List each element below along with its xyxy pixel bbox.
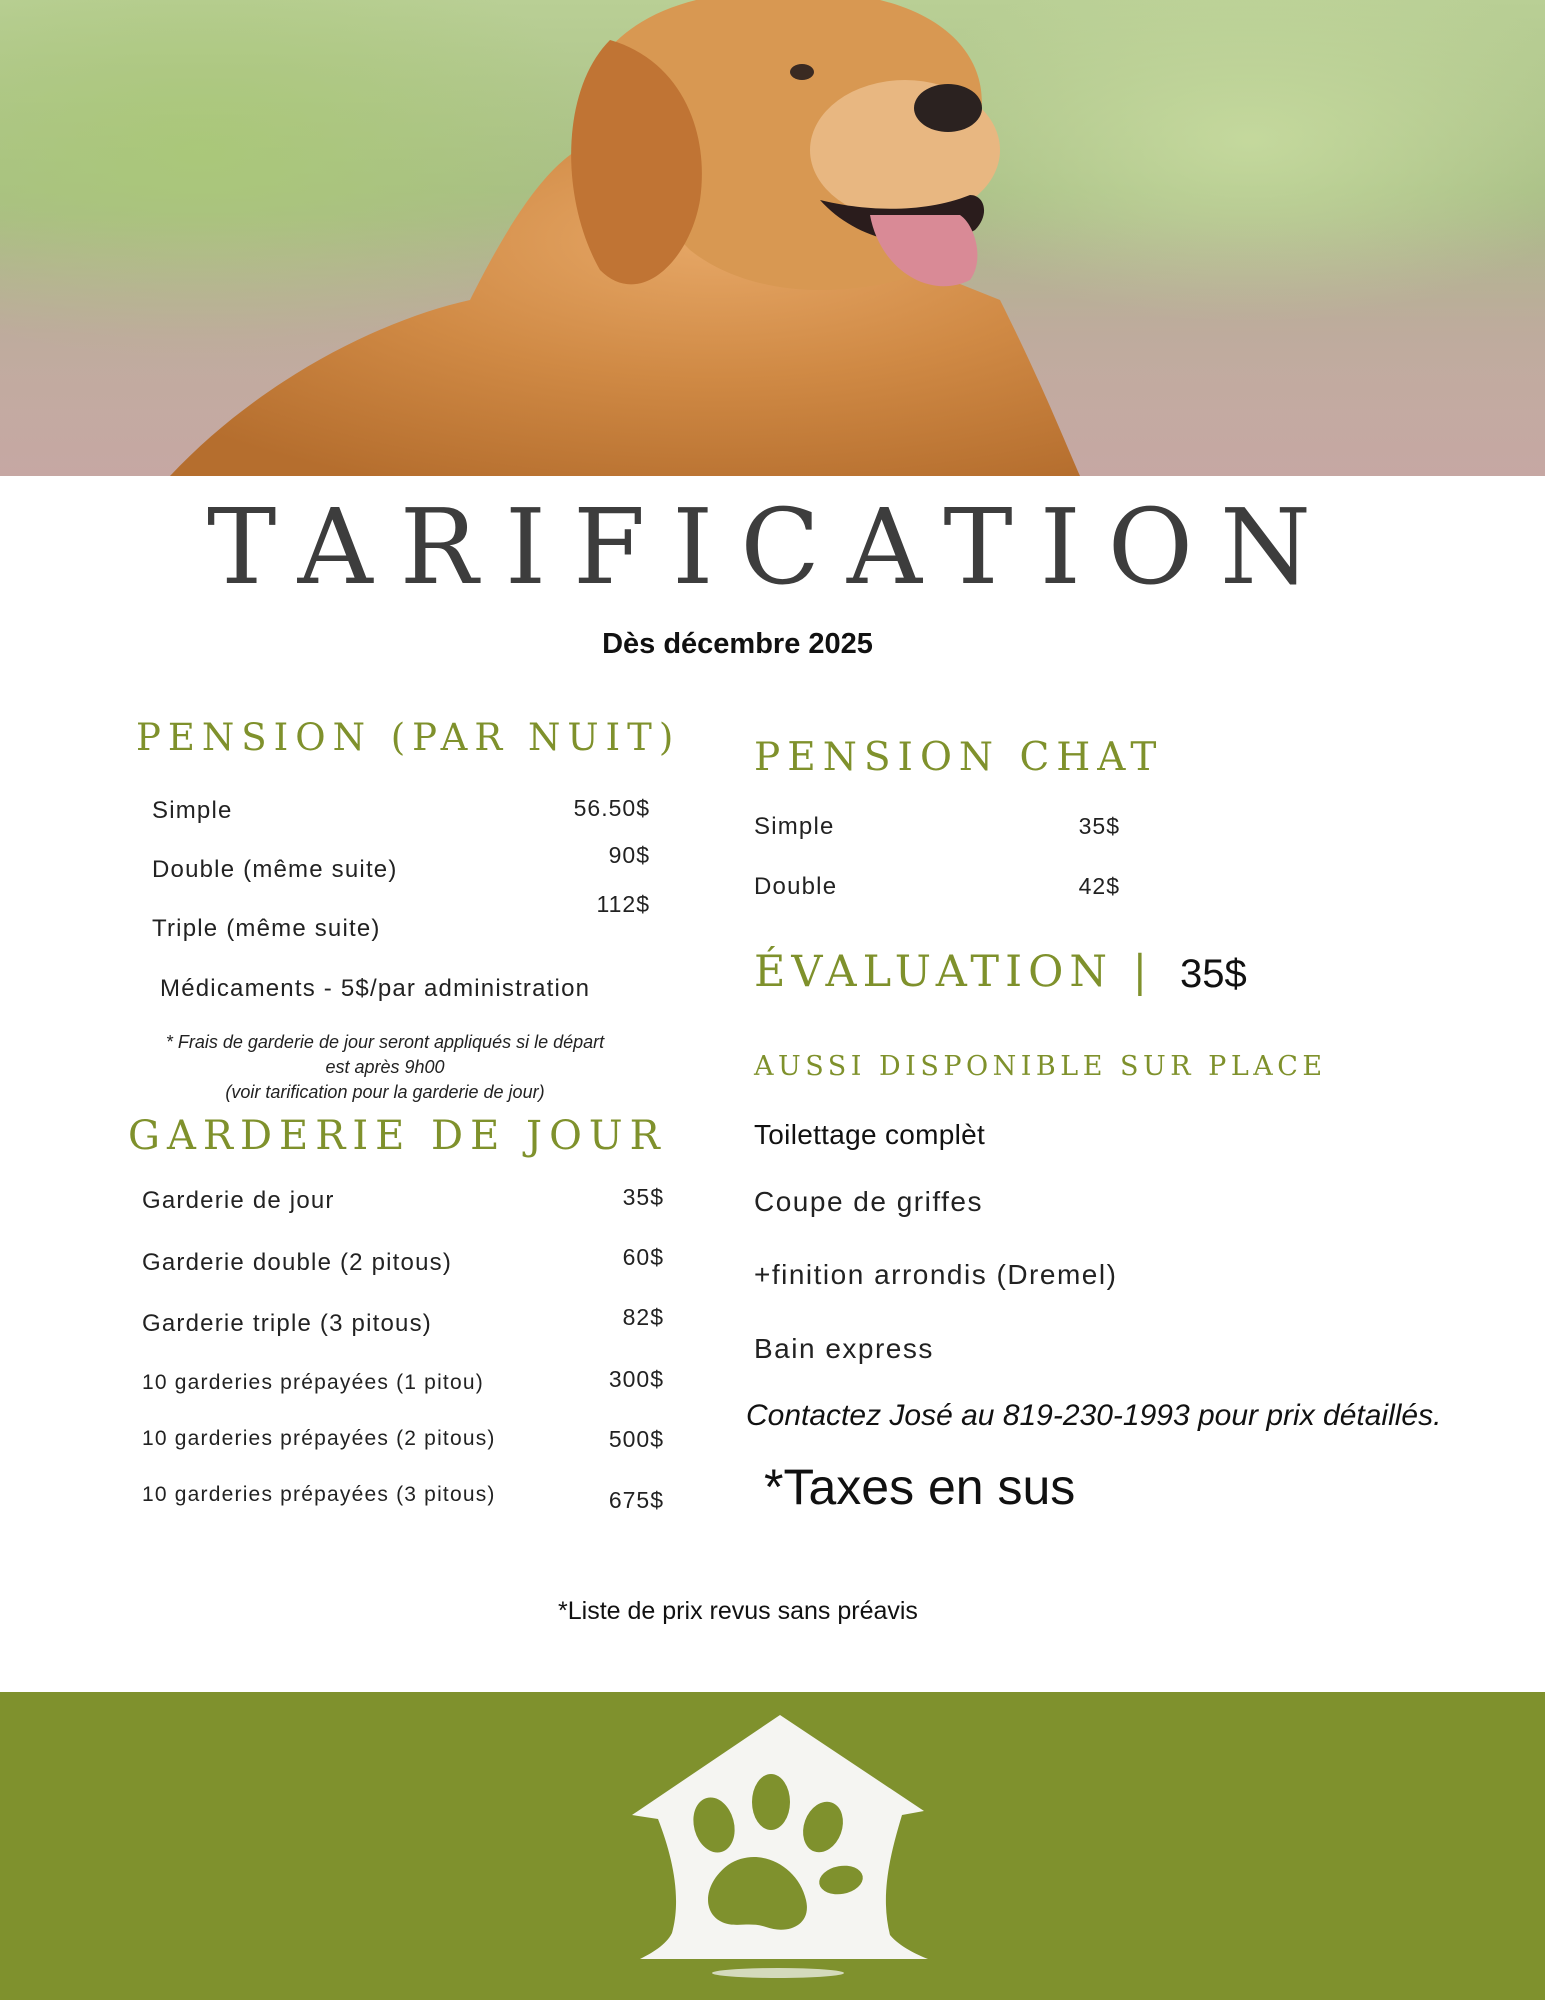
pension-item-label: Simple <box>152 797 233 824</box>
garderie-item-price: 675$ <box>608 1487 664 1513</box>
pension-item-label: Double (même suite) <box>152 856 398 883</box>
section-title-garderie: GARDERIE DE JOUR <box>128 1113 667 1159</box>
section-title-evaluation: ÉVALUATION | <box>754 947 1154 997</box>
golden-retriever-image <box>0 0 1545 476</box>
garderie-item-label: 10 garderies prépayées (1 pitou) <box>142 1371 484 1394</box>
garderie-item-price: 300$ <box>608 1366 664 1392</box>
late-departure-note <box>100 1030 670 1105</box>
service-item: Bain express <box>754 1333 934 1364</box>
medication-fee: Médicaments - 5$/par administration <box>160 975 591 1002</box>
service-item: Coupe de griffes <box>754 1186 983 1217</box>
note-line: est après 9h00 <box>325 1057 445 1077</box>
chat-item-price: 35$ <box>1078 813 1120 839</box>
contact-info: Contactez José au 819-230-1993 pour prix détaillés. <box>746 1399 1442 1432</box>
pension-item-price: 112$ <box>596 891 650 917</box>
taxes-note: *Taxes en sus <box>764 1459 1076 1515</box>
evaluation-price: 35$ <box>1180 952 1247 996</box>
chat-item-price: 42$ <box>1078 873 1120 899</box>
pension-item-label: Triple (même suite) <box>152 915 381 942</box>
chat-item-label: Simple <box>754 813 835 840</box>
service-item: Toilettage complèt <box>754 1119 986 1150</box>
section-title-aussi: AUSSI DISPONIBLE SUR PLACE <box>754 1051 1327 1082</box>
house-paw-logo <box>628 1715 928 1985</box>
pension-item-price: 56.50$ <box>573 795 650 821</box>
note-line: * Frais de garderie de jour seront appliqués si le départ <box>165 1032 605 1052</box>
note-line: (voir tarification pour la garderie de jour) <box>225 1082 545 1102</box>
page-subtitle: Dès décembre 2025 <box>602 628 873 660</box>
hero-dog-photo <box>0 0 1545 476</box>
footer-band <box>0 1692 1545 2000</box>
garderie-item-price: 35$ <box>622 1184 664 1210</box>
garderie-item-price: 60$ <box>622 1244 664 1270</box>
page-title: TARIFICATION <box>206 486 1339 608</box>
garderie-item-label: 10 garderies prépayées (3 pitous) <box>142 1483 496 1506</box>
garderie-item-label: 10 garderies prépayées (2 pitous) <box>142 1427 496 1450</box>
garderie-item-label: Garderie double (2 pitous) <box>142 1249 453 1276</box>
garderie-item-label: Garderie triple (3 pitous) <box>142 1310 432 1337</box>
pension-item-price: 90$ <box>608 842 650 868</box>
garderie-item-label: Garderie de jour <box>142 1187 335 1214</box>
garderie-item-price: 82$ <box>622 1304 664 1330</box>
garderie-item-price: 500$ <box>608 1426 664 1452</box>
price-disclaimer: *Liste de prix revus sans préavis <box>558 1597 918 1625</box>
service-item: +finition arrondis (Dremel) <box>754 1259 1118 1290</box>
chat-item-label: Double <box>754 873 838 900</box>
section-title-chat: PENSION CHAT <box>754 735 1164 780</box>
section-title-pension: PENSION (PAR NUIT) <box>136 716 681 759</box>
